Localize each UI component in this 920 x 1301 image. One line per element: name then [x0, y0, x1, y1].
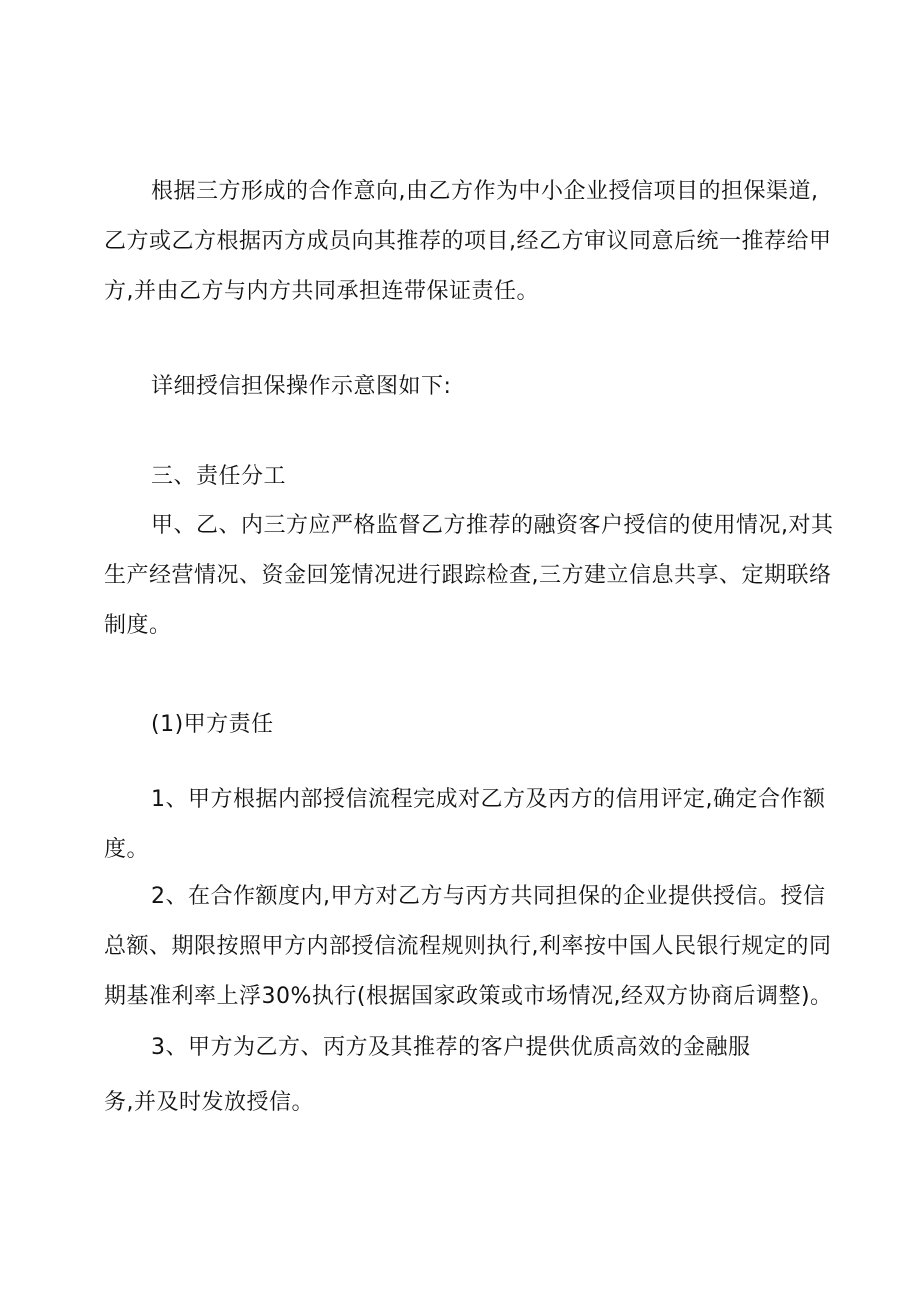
paragraph-1-line-2: 乙方或乙方根据丙方成员向其推荐的项目,经乙方审议同意后统一推荐给甲 [104, 229, 832, 254]
paragraph-2: 详细授信担保操作示意图如下: [151, 374, 452, 399]
paragraph-3-line-3: 制度。 [104, 613, 172, 638]
paragraph-1-line-3: 方,并由乙方与内方共同承担连带保证责任。 [104, 279, 539, 304]
paragraph-3-line-2: 生产经营情况、资金回笼情况进行跟踪检查,三方建立信息共享、定期联络 [104, 563, 832, 588]
item-2-line-1: 2、在合作额度内,甲方对乙方与丙方共同担保的企业提供授信。授信 [151, 884, 826, 909]
item-3-line-2: 务,并及时发放授信。 [104, 1090, 314, 1115]
item-1-line-2: 度。 [104, 837, 150, 862]
item-1-line-1: 1、甲方根据内部授信流程完成对乙方及丙方的信用评定,确定合作额 [151, 787, 826, 812]
item-2-line-3: 期基准利率上浮30%执行(根据国家政策或市场情况,经双方协商后调整)。 [104, 984, 833, 1009]
subheading: (1)甲方责任 [151, 712, 274, 737]
section-heading: 三、责任分工 [151, 464, 287, 489]
paragraph-1-line-1: 根据三方形成的合作意向,由乙方作为中小企业授信项目的担保渠道, [151, 179, 819, 204]
item-3-line-1: 3、甲方为乙方、丙方及其推荐的客户提供优质高效的金融服 [151, 1035, 751, 1060]
item-2-line-2: 总额、期限按照甲方内部授信流程规则执行,利率按中国人民银行规定的同 [104, 934, 832, 959]
paragraph-3-line-1: 甲、乙、内三方应严格监督乙方推荐的融资客户授信的使用情况,对其 [151, 513, 834, 538]
